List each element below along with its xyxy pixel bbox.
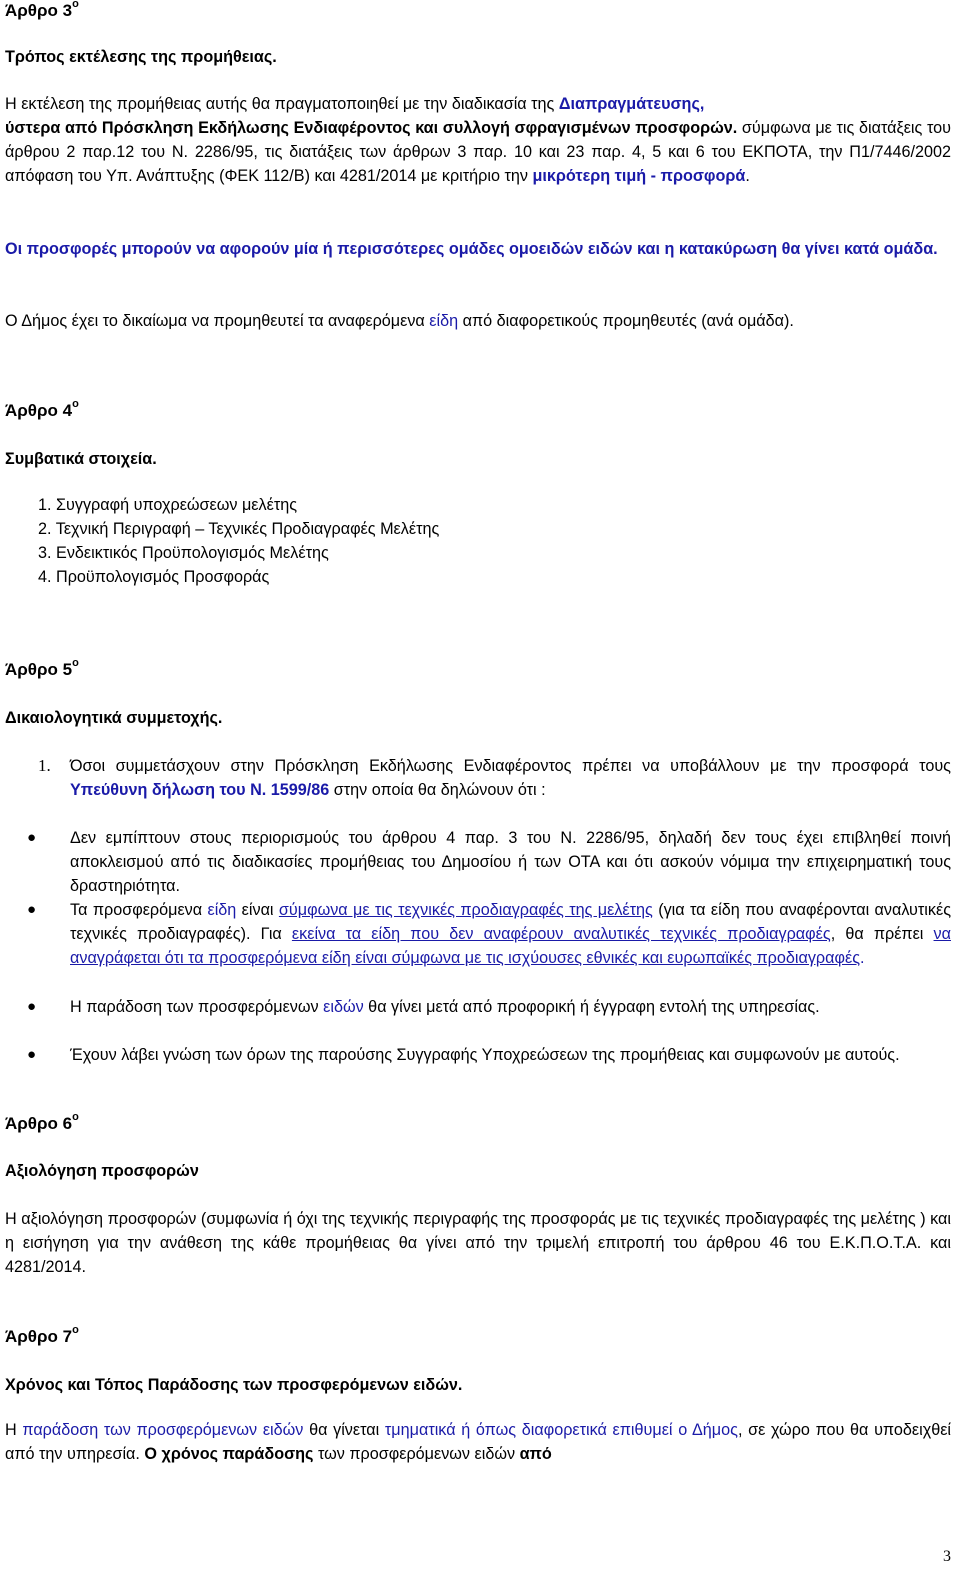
- article-7-paragraph: Η παράδοση των προσφερόμενων ειδών θα γίνεται τμηματικά ή όπως διαφορετικά επιθυμεί ο Δήμος, σε χώρο που θα υποδειχθεί από την υπηρεσία. Ο χρόνος παράδοσης των προσφερόμενων ειδών από: [5, 1421, 952, 1463]
- article-5-heading: Άρθρο $5^o$: [5, 657, 79, 679]
- list-item: 2. Τεχνική Περιγραφή – Τεχνικές Προδιαγραφές Μελέτης: [38, 520, 440, 538]
- article-5-item-1: Όσοι συμμετάσχουν στην Πρόσκληση Εκδήλωσης Ενδιαφέροντος πρέπει να υποβάλλουν με την προσφορά τους Υπεύθυνη δήλωση του Ν. 1599/86 στην οποία θα δηλώνουν ότι :: [70, 757, 951, 799]
- list-item: 4. Προϋπολογισμός Προσφοράς: [38, 568, 270, 586]
- article-6-paragraph: Η αξιολόγηση προσφορών (συμφωνία ή όχι της τεχνικής περιγραφής της προσφοράς με τις τεχνικές προδιαγραφές της μελέτης ) και η εισήγηση για την ανάθεση της κάθε προμήθειας θα γίνει από την τριμελή επιτροπή του άρθρου 46 του Ε.Κ.Π.Ο.Τ.Α. και 4281/2014.: [5, 1210, 951, 1276]
- article-3-paragraph-3: Ο Δήμος έχει το δικαίωμα να προμηθευτεί τα αναφερόμενα είδη από διαφορετικούς προμηθευτές (ανά ομάδα).: [5, 312, 794, 330]
- article-6-heading: Άρθρο $6^o$: [5, 1111, 79, 1133]
- contract-documents-list: [38, 493, 439, 589]
- article-5-title: Δικαιολογητικά συμμετοχής.: [5, 709, 223, 727]
- bullet-icon: ●: [27, 901, 37, 918]
- article-7-title: Χρόνος και Τόπος Παράδοσης των προσφερόμενων ειδών.: [5, 1376, 463, 1394]
- article-3-paragraph-1: Η εκτέλεση της προμήθειας αυτής θα πραγματοποιηθεί με την διαδικασία της Διαπραγμάτευσης, ύστερα από Πρόσκληση Εκδήλωσης Ενδιαφέροντος και συλλογή σφραγισμένων προσφορών. σύμφωνα με τις διατάξεις του άρθρου 2 παρ.12 του Ν. 2286/95, τις διατάξεις των άρθρων 3 παρ. 10 και 23 παρ. 4, 5 και 6 του ΕΚΠΟΤΑ, την Π1/7446/2002 απόφαση του Υπ. Ανάπτυξης (ΦΕΚ 112/Β) και 4281/2014 με κριτήριο την μικρότερη τιμή - προσφορά.: [5, 95, 952, 185]
- requirement-bullet-1: Δεν εμπίπτουν στους περιορισμούς του άρθρου 4 παρ. 3 του Ν. 2286/95, δηλαδή δεν τους έχει επιβληθεί ποινή αποκλεισμού από τις διαδικασίες προμήθειας του Δημοσίου ή των ΟΤΑ και ότι ασκούν νόμιμα την επιχειρηματική τους δραστηριότητα.: [70, 829, 951, 895]
- article-3-title: Τρόπος εκτέλεσης της προμήθειας.: [5, 48, 277, 66]
- bullet-icon: ●: [27, 829, 37, 846]
- requirement-bullet-3: Η παράδοση των προσφερόμενων ειδών θα γίνει μετά από προφορική ή έγγραφη εντολή της υπηρεσίας.: [70, 998, 820, 1016]
- article-5-item-number: 1.: [38, 756, 51, 775]
- requirement-bullet-2: Τα προσφερόμενα είδη είναι σύμφωνα με τις τεχνικές προδιαγραφές της μελέτης (για τα είδη που αναφέρονται αναλυτικές τεχνικές προδιαγραφές). Για εκείνα τα είδη που δεν αναφέρουν αναλυτικές τεχνικές προδιαγραφές, θα πρέπει να αναγράφεται ότι τα προσφερόμενα είδη είναι σύμφωνα με τις ισχύουσες εθνικές και ευρωπαϊκές προδιαγραφές.: [70, 901, 951, 967]
- article-4-heading: Άρθρο $4^o$: [5, 398, 79, 420]
- article-7-heading: Άρθρο $7^o$: [5, 1324, 79, 1346]
- requirement-bullet-4: Έχουν λάβει γνώση των όρων της παρούσης Συγγραφής Υποχρεώσεων της προμήθειας και συμφωνούν με αυτούς.: [70, 1046, 900, 1064]
- bullet-icon: ●: [27, 1046, 37, 1063]
- list-item: 1. Συγγραφή υποχρεώσεων μελέτης: [38, 496, 298, 514]
- bullet-icon: ●: [27, 998, 37, 1015]
- article-4-title: Συμβατικά στοιχεία.: [5, 450, 157, 468]
- article-3-heading: Άρθρο $3^o$: [5, 0, 79, 20]
- page-number: 3: [943, 1548, 951, 1565]
- list-item: 3. Ενδεικτικός Προϋπολογισμός Μελέτης: [38, 544, 329, 562]
- article-3-paragraph-2: Οι προσφορές μπορούν να αφορούν μία ή περισσότερες ομάδες ομοειδών ειδών και η κατακύρωση θα γίνει κατά ομάδα.: [5, 240, 938, 258]
- article-6-title: Αξιολόγηση προσφορών: [5, 1162, 199, 1180]
